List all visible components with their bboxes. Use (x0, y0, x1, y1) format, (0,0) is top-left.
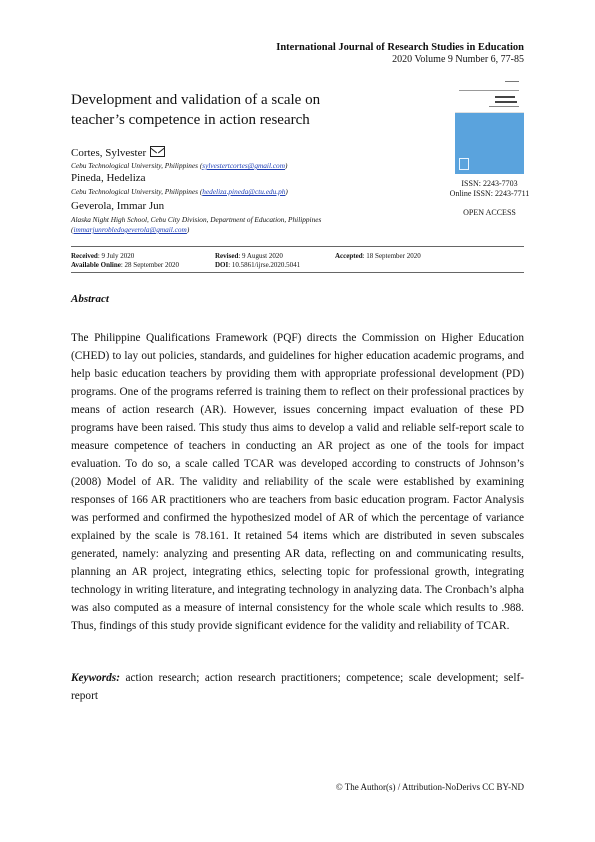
keywords-text: action research; action research practitioners; competence; scale development; self-report (71, 672, 524, 702)
dates-top-rule (71, 246, 524, 247)
email-icon[interactable] (150, 146, 165, 157)
journal-cover-image (455, 76, 524, 174)
journal-name: International Journal of Research Studies in Education (276, 42, 524, 53)
author-email-link-2[interactable]: hedeliza.pineda@ctu.edu.ph (202, 187, 286, 196)
open-access-label: OPEN ACCESS (463, 208, 516, 217)
author-affiliation-1: Cebu Technological University, Philippines (sylvestertcortes@gmail.com) (71, 161, 288, 170)
issn-block (447, 179, 532, 199)
keywords (71, 669, 524, 705)
journal-volume-line: 2020 Volume 9 Number 6, 77-85 (392, 54, 524, 65)
cover-header (455, 76, 524, 113)
author-affiliation-3: Alaska Night High School, Cebu City Division, Department of Education, Philippines (immarjunrobledogeverola@gmail.com) (71, 215, 322, 234)
dates-bottom-rule (71, 272, 524, 273)
accepted-date: Accepted: 18 September 2020 (335, 252, 421, 260)
author-name-1: Cortes, Sylvester (71, 146, 165, 159)
cover-logo-icon (459, 158, 469, 170)
paper-title: Development and validation of a scale on teacher’s competence in action research (71, 92, 321, 128)
online-issn: Online ISSN: 2243-7711 (449, 189, 530, 198)
abstract-heading: Abstract (71, 293, 109, 305)
issn: ISSN: 2243-7703 (461, 179, 518, 188)
author-name-3: Geverola, Immar Jun (71, 200, 165, 212)
keywords-label: Keywords: (71, 672, 120, 684)
author-email-link-1[interactable]: sylvestertcortes@gmail.com (202, 161, 285, 170)
license-footer: © The Author(s) / Attribution-NoDerivs CC BY-ND (335, 782, 524, 792)
revised-date: Revised: 9 August 2020 (215, 252, 283, 260)
author-email-link-3[interactable]: immarjunrobledogeverola@gmail.com (73, 225, 187, 234)
doi: DOI: 10.5861/ijrse.2020.5041 (215, 261, 301, 269)
available-online-date: Available Online: 28 September 2020 (71, 261, 179, 269)
received-date: Received: 9 July 2020 (71, 252, 135, 260)
author-affiliation-2: Cebu Technological University, Philippines (hedeliza.pineda@ctu.edu.ph) (71, 187, 288, 196)
abstract-body: The Philippine Qualifications Framework (PQF) directs the Commission on Higher Education (CHED) to lay out policies, standards, and guidelines for higher education academic programs, and help basic education teachers by providing them with appropriate professional development (PD) programs. One of the programs referred is training them to reflect on their professional practices by means of action research (AR). However, issues concerning impact evaluation of these PD programs have been raised. This study thus aims to develop a valid and reliable self-report scale to measure competence of teachers in conducting an AR project as one of the tools for impact evaluation. To do so, a scale called TCAR was developed according to constructs of Johnson’s (2008) Model of AR. The validity and reliability of the scale were established by examining responses of 166 AR practitioners who are teachers from basic education program. Factor Analysis was performed and confirmed the hypothesized model of AR of which the percentage of variance explained by the scale is 78.161. It retained 54 items which are distributed in seven subscales generated, namely: analyzing and presenting AR data, reflecting on and communicating results, planning an AR project, integrating ethics, selecting topic for professional growth, integrating technology in writing literature, and integrating technology in analyzing data. The Cronbach’s alpha was also computed as a measure of internal consistency for the whole scale which results to .988. Thus, findings of this study provide significant evidence for the validity and reliability of TCAR. (71, 332, 524, 632)
author-name-2: Pineda, Hedeliza (71, 172, 146, 184)
